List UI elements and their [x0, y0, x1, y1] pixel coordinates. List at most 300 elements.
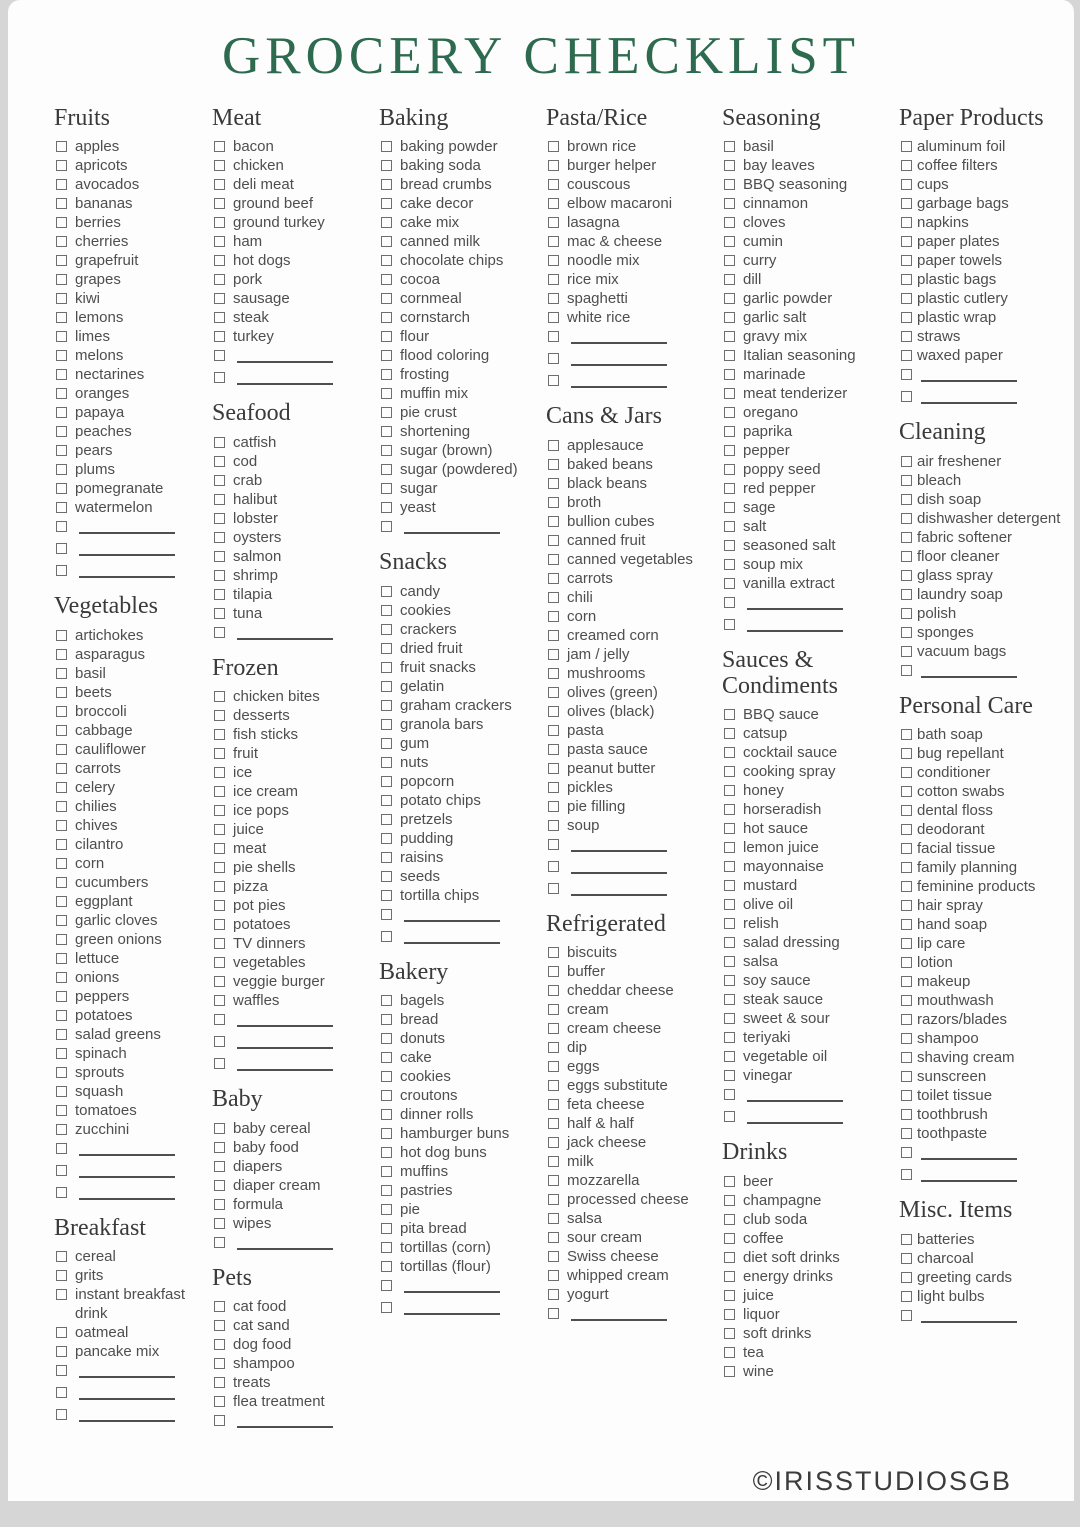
checkbox-icon[interactable]	[724, 1347, 735, 1358]
checkbox-icon[interactable]	[901, 805, 912, 816]
checkbox-icon[interactable]	[548, 1251, 559, 1262]
checkbox-icon[interactable]	[901, 824, 912, 835]
checkbox-icon[interactable]	[381, 1185, 392, 1196]
checkbox-icon[interactable]	[381, 1071, 392, 1082]
checkbox-icon[interactable]	[56, 1010, 67, 1021]
checkbox-icon[interactable]	[56, 725, 67, 736]
checkbox-icon[interactable]	[901, 1147, 912, 1158]
checkbox-icon[interactable]	[901, 1128, 912, 1139]
checkbox-icon[interactable]	[381, 1014, 392, 1025]
blank-write-line[interactable]	[571, 329, 667, 344]
blank-write-line[interactable]	[747, 595, 843, 610]
checkbox-icon[interactable]	[724, 842, 735, 853]
checkbox-icon[interactable]	[381, 350, 392, 361]
checkbox-icon[interactable]	[214, 976, 225, 987]
checkbox-icon[interactable]	[214, 691, 225, 702]
checkbox-icon[interactable]	[56, 426, 67, 437]
checkbox-icon[interactable]	[724, 861, 735, 872]
checkbox-icon[interactable]	[901, 513, 912, 524]
checkbox-icon[interactable]	[381, 1147, 392, 1158]
checkbox-icon[interactable]	[724, 785, 735, 796]
checkbox-icon[interactable]	[901, 570, 912, 581]
checkbox-icon[interactable]	[724, 597, 735, 608]
checkbox-icon[interactable]	[548, 1137, 559, 1148]
checkbox-icon[interactable]	[56, 369, 67, 380]
checkbox-icon[interactable]	[901, 236, 912, 247]
checkbox-icon[interactable]	[214, 437, 225, 448]
checkbox-icon[interactable]	[901, 938, 912, 949]
checkbox-icon[interactable]	[724, 1051, 735, 1062]
checkbox-icon[interactable]	[381, 852, 392, 863]
checkbox-icon[interactable]	[724, 293, 735, 304]
checkbox-icon[interactable]	[56, 1105, 67, 1116]
checkbox-icon[interactable]	[56, 1409, 67, 1420]
blank-write-line[interactable]	[404, 929, 500, 944]
checkbox-icon[interactable]	[548, 611, 559, 622]
checkbox-icon[interactable]	[548, 1061, 559, 1072]
checkbox-icon[interactable]	[381, 217, 392, 228]
blank-write-line[interactable]	[921, 367, 1017, 382]
checkbox-icon[interactable]	[214, 255, 225, 266]
checkbox-icon[interactable]	[548, 801, 559, 812]
checkbox-icon[interactable]	[56, 1143, 67, 1154]
checkbox-icon[interactable]	[56, 1067, 67, 1078]
checkbox-icon[interactable]	[724, 236, 735, 247]
checkbox-icon[interactable]	[724, 1089, 735, 1100]
blank-write-line[interactable]	[404, 519, 500, 534]
checkbox-icon[interactable]	[724, 255, 735, 266]
checkbox-icon[interactable]	[214, 456, 225, 467]
checkbox-icon[interactable]	[548, 947, 559, 958]
checkbox-icon[interactable]	[214, 957, 225, 968]
checkbox-icon[interactable]	[548, 293, 559, 304]
checkbox-icon[interactable]	[548, 312, 559, 323]
checkbox-icon[interactable]	[548, 706, 559, 717]
checkbox-icon[interactable]	[56, 1124, 67, 1135]
checkbox-icon[interactable]	[381, 1090, 392, 1101]
checkbox-icon[interactable]	[548, 255, 559, 266]
checkbox-icon[interactable]	[214, 1237, 225, 1248]
checkbox-icon[interactable]	[548, 353, 559, 364]
checkbox-icon[interactable]	[214, 862, 225, 873]
checkbox-icon[interactable]	[724, 1195, 735, 1206]
checkbox-icon[interactable]	[214, 1161, 225, 1172]
checkbox-icon[interactable]	[901, 1291, 912, 1302]
checkbox-icon[interactable]	[56, 331, 67, 342]
checkbox-icon[interactable]	[901, 786, 912, 797]
blank-write-line[interactable]	[571, 1306, 667, 1321]
checkbox-icon[interactable]	[56, 179, 67, 190]
checkbox-icon[interactable]	[381, 198, 392, 209]
checkbox-icon[interactable]	[548, 1213, 559, 1224]
blank-write-line[interactable]	[747, 1087, 843, 1102]
checkbox-icon[interactable]	[901, 900, 912, 911]
checkbox-icon[interactable]	[724, 747, 735, 758]
checkbox-icon[interactable]	[214, 1036, 225, 1047]
blank-write-line[interactable]	[921, 1145, 1017, 1160]
checkbox-icon[interactable]	[901, 391, 912, 402]
checkbox-icon[interactable]	[214, 1123, 225, 1134]
checkbox-icon[interactable]	[548, 535, 559, 546]
checkbox-icon[interactable]	[56, 1086, 67, 1097]
checkbox-icon[interactable]	[56, 972, 67, 983]
checkbox-icon[interactable]	[901, 494, 912, 505]
blank-write-line[interactable]	[237, 1413, 333, 1428]
blank-write-line[interactable]	[237, 625, 333, 640]
checkbox-icon[interactable]	[381, 1128, 392, 1139]
checkbox-icon[interactable]	[381, 312, 392, 323]
checkbox-icon[interactable]	[381, 236, 392, 247]
checkbox-icon[interactable]	[381, 624, 392, 635]
checkbox-icon[interactable]	[214, 805, 225, 816]
checkbox-icon[interactable]	[214, 589, 225, 600]
checkbox-icon[interactable]	[214, 1377, 225, 1388]
checkbox-icon[interactable]	[901, 1272, 912, 1283]
checkbox-icon[interactable]	[724, 728, 735, 739]
blank-write-line[interactable]	[404, 907, 500, 922]
checkbox-icon[interactable]	[548, 1289, 559, 1300]
checkbox-icon[interactable]	[724, 521, 735, 532]
checkbox-icon[interactable]	[548, 375, 559, 386]
checkbox-icon[interactable]	[548, 141, 559, 152]
checkbox-icon[interactable]	[724, 160, 735, 171]
checkbox-icon[interactable]	[381, 160, 392, 171]
checkbox-icon[interactable]	[548, 440, 559, 451]
checkbox-icon[interactable]	[381, 483, 392, 494]
checkbox-icon[interactable]	[214, 1180, 225, 1191]
checkbox-icon[interactable]	[548, 274, 559, 285]
checkbox-icon[interactable]	[901, 456, 912, 467]
checkbox-icon[interactable]	[56, 630, 67, 641]
checkbox-icon[interactable]	[724, 823, 735, 834]
checkbox-icon[interactable]	[548, 516, 559, 527]
blank-write-line[interactable]	[404, 1278, 500, 1293]
checkbox-icon[interactable]	[724, 445, 735, 456]
checkbox-icon[interactable]	[548, 630, 559, 641]
checkbox-icon[interactable]	[548, 763, 559, 774]
checkbox-icon[interactable]	[381, 1204, 392, 1215]
checkbox-icon[interactable]	[381, 909, 392, 920]
checkbox-icon[interactable]	[548, 725, 559, 736]
checkbox-icon[interactable]	[901, 255, 912, 266]
checkbox-icon[interactable]	[56, 198, 67, 209]
checkbox-icon[interactable]	[548, 331, 559, 342]
checkbox-icon[interactable]	[724, 1013, 735, 1024]
checkbox-icon[interactable]	[724, 369, 735, 380]
blank-write-line[interactable]	[571, 881, 667, 896]
checkbox-icon[interactable]	[548, 839, 559, 850]
checkbox-icon[interactable]	[548, 1004, 559, 1015]
checkbox-icon[interactable]	[214, 293, 225, 304]
checkbox-icon[interactable]	[901, 350, 912, 361]
checkbox-icon[interactable]	[724, 956, 735, 967]
checkbox-icon[interactable]	[56, 668, 67, 679]
checkbox-icon[interactable]	[548, 782, 559, 793]
checkbox-icon[interactable]	[901, 646, 912, 657]
checkbox-icon[interactable]	[901, 608, 912, 619]
checkbox-icon[interactable]	[56, 991, 67, 1002]
checkbox-icon[interactable]	[381, 1166, 392, 1177]
blank-write-line[interactable]	[79, 541, 175, 556]
blank-write-line[interactable]	[79, 519, 175, 534]
checkbox-icon[interactable]	[56, 217, 67, 228]
checkbox-icon[interactable]	[901, 862, 912, 873]
checkbox-icon[interactable]	[214, 1358, 225, 1369]
checkbox-icon[interactable]	[901, 976, 912, 987]
checkbox-icon[interactable]	[214, 1301, 225, 1312]
checkbox-icon[interactable]	[548, 497, 559, 508]
checkbox-icon[interactable]	[214, 1142, 225, 1153]
checkbox-icon[interactable]	[214, 551, 225, 562]
checkbox-icon[interactable]	[901, 589, 912, 600]
checkbox-icon[interactable]	[901, 293, 912, 304]
checkbox-icon[interactable]	[724, 350, 735, 361]
checkbox-icon[interactable]	[548, 217, 559, 228]
checkbox-icon[interactable]	[724, 937, 735, 948]
checkbox-icon[interactable]	[724, 274, 735, 285]
checkbox-icon[interactable]	[56, 858, 67, 869]
checkbox-icon[interactable]	[56, 293, 67, 304]
checkbox-icon[interactable]	[724, 1328, 735, 1339]
checkbox-icon[interactable]	[56, 1029, 67, 1040]
checkbox-icon[interactable]	[56, 312, 67, 323]
checkbox-icon[interactable]	[214, 710, 225, 721]
checkbox-icon[interactable]	[548, 1308, 559, 1319]
checkbox-icon[interactable]	[724, 899, 735, 910]
checkbox-icon[interactable]	[901, 551, 912, 562]
checkbox-icon[interactable]	[381, 502, 392, 513]
checkbox-icon[interactable]	[56, 1289, 67, 1300]
checkbox-icon[interactable]	[56, 543, 67, 554]
checkbox-icon[interactable]	[214, 179, 225, 190]
checkbox-icon[interactable]	[56, 915, 67, 926]
checkbox-icon[interactable]	[214, 748, 225, 759]
checkbox-icon[interactable]	[901, 141, 912, 152]
checkbox-icon[interactable]	[548, 236, 559, 247]
checkbox-icon[interactable]	[56, 744, 67, 755]
blank-write-line[interactable]	[404, 1300, 500, 1315]
checkbox-icon[interactable]	[381, 700, 392, 711]
checkbox-icon[interactable]	[548, 1232, 559, 1243]
checkbox-icon[interactable]	[901, 665, 912, 676]
checkbox-icon[interactable]	[381, 388, 392, 399]
checkbox-icon[interactable]	[56, 160, 67, 171]
checkbox-icon[interactable]	[548, 1023, 559, 1034]
blank-write-line[interactable]	[571, 373, 667, 388]
checkbox-icon[interactable]	[724, 407, 735, 418]
checkbox-icon[interactable]	[901, 627, 912, 638]
checkbox-icon[interactable]	[901, 312, 912, 323]
checkbox-icon[interactable]	[214, 513, 225, 524]
checkbox-icon[interactable]	[214, 938, 225, 949]
blank-write-line[interactable]	[571, 859, 667, 874]
checkbox-icon[interactable]	[724, 217, 735, 228]
checkbox-icon[interactable]	[56, 1187, 67, 1198]
blank-write-line[interactable]	[79, 1163, 175, 1178]
checkbox-icon[interactable]	[214, 1058, 225, 1069]
checkbox-icon[interactable]	[381, 293, 392, 304]
checkbox-icon[interactable]	[381, 833, 392, 844]
checkbox-icon[interactable]	[214, 160, 225, 171]
blank-write-line[interactable]	[921, 1308, 1017, 1323]
blank-write-line[interactable]	[237, 1235, 333, 1250]
checkbox-icon[interactable]	[381, 179, 392, 190]
checkbox-icon[interactable]	[214, 627, 225, 638]
checkbox-icon[interactable]	[724, 709, 735, 720]
checkbox-icon[interactable]	[214, 312, 225, 323]
checkbox-icon[interactable]	[56, 782, 67, 793]
checkbox-icon[interactable]	[724, 179, 735, 190]
checkbox-icon[interactable]	[381, 605, 392, 616]
blank-write-line[interactable]	[79, 1185, 175, 1200]
checkbox-icon[interactable]	[381, 1302, 392, 1313]
checkbox-icon[interactable]	[901, 1253, 912, 1264]
checkbox-icon[interactable]	[56, 687, 67, 698]
checkbox-icon[interactable]	[724, 1271, 735, 1282]
checkbox-icon[interactable]	[214, 995, 225, 1006]
checkbox-icon[interactable]	[214, 1199, 225, 1210]
checkbox-icon[interactable]	[901, 729, 912, 740]
checkbox-icon[interactable]	[381, 662, 392, 673]
checkbox-icon[interactable]	[214, 198, 225, 209]
checkbox-icon[interactable]	[56, 407, 67, 418]
checkbox-icon[interactable]	[548, 1175, 559, 1186]
checkbox-icon[interactable]	[548, 1099, 559, 1110]
checkbox-icon[interactable]	[381, 407, 392, 418]
checkbox-icon[interactable]	[901, 1071, 912, 1082]
checkbox-icon[interactable]	[724, 559, 735, 570]
checkbox-icon[interactable]	[214, 475, 225, 486]
checkbox-icon[interactable]	[548, 985, 559, 996]
blank-write-line[interactable]	[921, 663, 1017, 678]
checkbox-icon[interactable]	[56, 565, 67, 576]
checkbox-icon[interactable]	[901, 198, 912, 209]
checkbox-icon[interactable]	[548, 459, 559, 470]
checkbox-icon[interactable]	[214, 729, 225, 740]
checkbox-icon[interactable]	[56, 1165, 67, 1176]
checkbox-icon[interactable]	[724, 331, 735, 342]
checkbox-icon[interactable]	[548, 744, 559, 755]
checkbox-icon[interactable]	[214, 331, 225, 342]
checkbox-icon[interactable]	[548, 1080, 559, 1091]
checkbox-icon[interactable]	[901, 1014, 912, 1025]
checkbox-icon[interactable]	[548, 668, 559, 679]
blank-write-line[interactable]	[237, 1012, 333, 1027]
checkbox-icon[interactable]	[724, 1290, 735, 1301]
checkbox-icon[interactable]	[214, 1415, 225, 1426]
checkbox-icon[interactable]	[381, 871, 392, 882]
checkbox-icon[interactable]	[214, 274, 225, 285]
checkbox-icon[interactable]	[214, 919, 225, 930]
blank-write-line[interactable]	[237, 1034, 333, 1049]
blank-write-line[interactable]	[921, 389, 1017, 404]
checkbox-icon[interactable]	[56, 649, 67, 660]
checkbox-icon[interactable]	[548, 478, 559, 489]
checkbox-icon[interactable]	[214, 494, 225, 505]
blank-write-line[interactable]	[747, 1109, 843, 1124]
checkbox-icon[interactable]	[548, 649, 559, 660]
checkbox-icon[interactable]	[724, 1309, 735, 1320]
blank-write-line[interactable]	[79, 563, 175, 578]
checkbox-icon[interactable]	[56, 1365, 67, 1376]
checkbox-icon[interactable]	[724, 388, 735, 399]
checkbox-icon[interactable]	[901, 1234, 912, 1245]
checkbox-icon[interactable]	[901, 957, 912, 968]
checkbox-icon[interactable]	[214, 236, 225, 247]
checkbox-icon[interactable]	[548, 554, 559, 565]
checkbox-icon[interactable]	[381, 814, 392, 825]
checkbox-icon[interactable]	[381, 1261, 392, 1272]
checkbox-icon[interactable]	[548, 573, 559, 584]
checkbox-icon[interactable]	[901, 1033, 912, 1044]
checkbox-icon[interactable]	[724, 619, 735, 630]
checkbox-icon[interactable]	[901, 532, 912, 543]
checkbox-icon[interactable]	[548, 1270, 559, 1281]
checkbox-icon[interactable]	[548, 1042, 559, 1053]
checkbox-icon[interactable]	[56, 141, 67, 152]
checkbox-icon[interactable]	[548, 966, 559, 977]
checkbox-icon[interactable]	[381, 643, 392, 654]
checkbox-icon[interactable]	[901, 919, 912, 930]
checkbox-icon[interactable]	[214, 1396, 225, 1407]
checkbox-icon[interactable]	[381, 1223, 392, 1234]
checkbox-icon[interactable]	[381, 586, 392, 597]
checkbox-icon[interactable]	[724, 141, 735, 152]
checkbox-icon[interactable]	[901, 995, 912, 1006]
checkbox-icon[interactable]	[381, 681, 392, 692]
blank-write-line[interactable]	[571, 837, 667, 852]
checkbox-icon[interactable]	[548, 160, 559, 171]
checkbox-icon[interactable]	[724, 1214, 735, 1225]
checkbox-icon[interactable]	[381, 141, 392, 152]
checkbox-icon[interactable]	[901, 881, 912, 892]
checkbox-icon[interactable]	[381, 426, 392, 437]
checkbox-icon[interactable]	[214, 843, 225, 854]
checkbox-icon[interactable]	[214, 570, 225, 581]
checkbox-icon[interactable]	[56, 896, 67, 907]
checkbox-icon[interactable]	[724, 540, 735, 551]
checkbox-icon[interactable]	[214, 1218, 225, 1229]
checkbox-icon[interactable]	[724, 1111, 735, 1122]
checkbox-icon[interactable]	[381, 931, 392, 942]
checkbox-icon[interactable]	[214, 767, 225, 778]
checkbox-icon[interactable]	[381, 1109, 392, 1120]
checkbox-icon[interactable]	[724, 578, 735, 589]
checkbox-icon[interactable]	[214, 608, 225, 619]
checkbox-icon[interactable]	[214, 1014, 225, 1025]
checkbox-icon[interactable]	[56, 1270, 67, 1281]
blank-write-line[interactable]	[571, 351, 667, 366]
checkbox-icon[interactable]	[381, 1280, 392, 1291]
checkbox-icon[interactable]	[56, 350, 67, 361]
checkbox-icon[interactable]	[381, 255, 392, 266]
blank-write-line[interactable]	[79, 1385, 175, 1400]
checkbox-icon[interactable]	[381, 464, 392, 475]
checkbox-icon[interactable]	[548, 592, 559, 603]
checkbox-icon[interactable]	[56, 521, 67, 532]
checkbox-icon[interactable]	[56, 236, 67, 247]
blank-write-line[interactable]	[237, 1056, 333, 1071]
checkbox-icon[interactable]	[724, 880, 735, 891]
checkbox-icon[interactable]	[901, 1109, 912, 1120]
blank-write-line[interactable]	[237, 348, 333, 363]
checkbox-icon[interactable]	[724, 1366, 735, 1377]
checkbox-icon[interactable]	[901, 160, 912, 171]
checkbox-icon[interactable]	[724, 312, 735, 323]
checkbox-icon[interactable]	[901, 1052, 912, 1063]
checkbox-icon[interactable]	[548, 883, 559, 894]
checkbox-icon[interactable]	[214, 141, 225, 152]
